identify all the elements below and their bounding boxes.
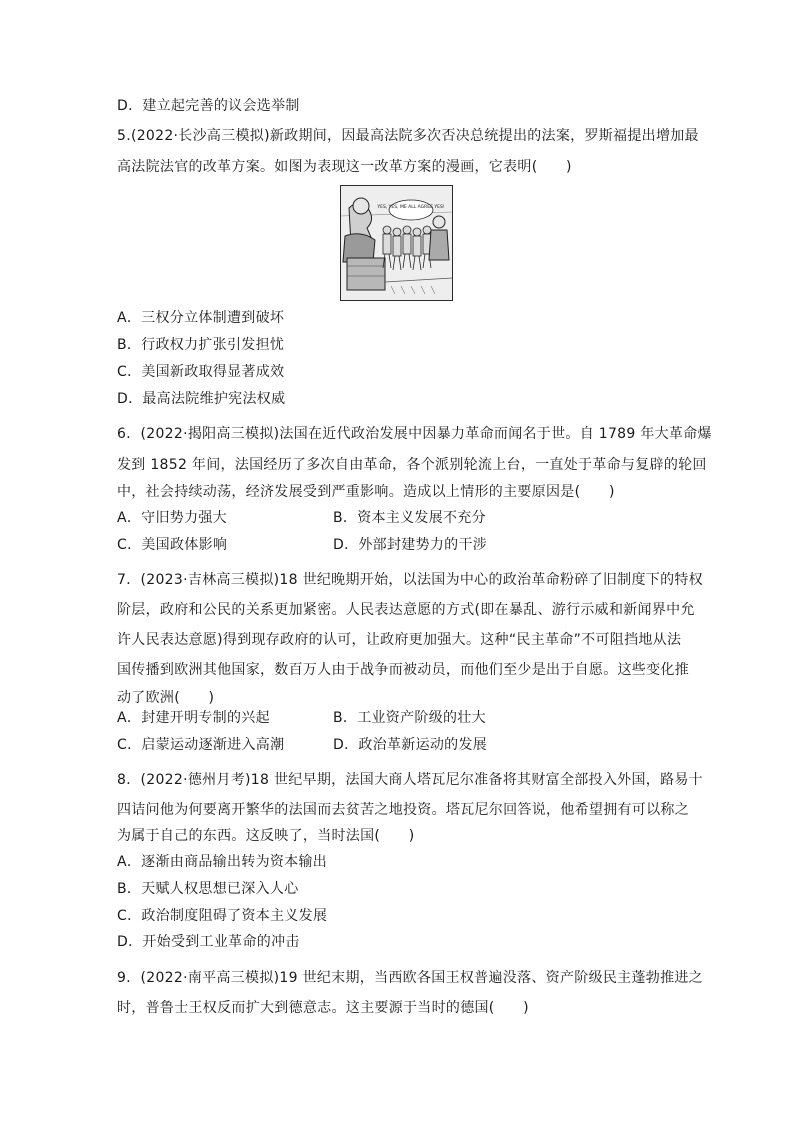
q6-option-a: A．守旧势力强大 bbox=[117, 510, 227, 526]
q5-cartoon-image bbox=[340, 185, 453, 301]
q7-stem-line4: 国传播到欧洲其他国家，数百万人由于战争而被动员，而他们至少是出于自愿。这些变化推 bbox=[117, 662, 689, 678]
q7-stem-line1: 7．(2023·吉林高三模拟)18 世纪晚期开始，以法国为中心的政治革命粉碎了旧制度下的特权 bbox=[117, 572, 703, 588]
q9-stem-line2: 时，普鲁士王权反而扩大到德意志。这主要源于当时的德国( ) bbox=[117, 1000, 529, 1016]
q7-option-c: C．启蒙运动逐渐进入高潮 bbox=[117, 737, 285, 753]
q5-option-c: C．美国新政取得显著成效 bbox=[117, 364, 285, 380]
q5-option-d: D．最高法院维护宪法权威 bbox=[117, 391, 286, 407]
q6-option-c: C．美国政体影响 bbox=[117, 537, 228, 553]
q8-option-d: D．开始受到工业革命的冲击 bbox=[117, 934, 300, 950]
q6-stem-line2: 发到 1852 年间，法国经历了多次自由革命，各个派别轮流上台，一直处于革命与复辟的轮回 bbox=[117, 457, 707, 473]
q7-option-d: D．政治革新运动的发展 bbox=[333, 737, 488, 753]
q5-stem-line2: 高法院法官的改革方案。如图为表现这一改革方案的漫画，它表明( ) bbox=[117, 159, 572, 175]
q8-option-b: B．天赋人权思想已深入人心 bbox=[117, 881, 299, 897]
q8-stem-line1: 8．(2022·德州月考)18 世纪早期，法国大商人塔瓦尼尔准备将其财富全部投入外国，路易十 bbox=[117, 772, 703, 788]
q8-stem-line3: 为属于自己的东西。这反映了，当时法国( ) bbox=[117, 828, 415, 844]
q5-option-a: A．三权分立体制遭到破坏 bbox=[117, 310, 285, 326]
q9-stem-line1: 9．(2022·南平高三模拟)19 世纪末期，当西欧各国王权普遍没落、资产阶级民主蓬勃推进之 bbox=[117, 970, 703, 986]
q7-option-b: B．工业资产阶级的壮大 bbox=[333, 710, 486, 726]
q8-option-a: A．逐渐由商品输出转为资本输出 bbox=[117, 854, 328, 870]
q7-stem-line3: 许人民表达意愿)得到现存政府的认可，让政府更加强大。这种“民主革命”不可阻挡地从法 bbox=[117, 632, 682, 648]
q7-option-a: A．封建开明专制的兴起 bbox=[117, 710, 270, 726]
q7-stem-line5: 动了欧洲( ) bbox=[117, 690, 215, 706]
q6-option-d: D．外部封建势力的干涉 bbox=[333, 537, 488, 553]
q6-stem-line3: 中，社会持续动荡，经济发展受到严重影响。造成以上情形的主要原因是( ) bbox=[117, 484, 615, 500]
q5-stem-line1: 5.(2022·长沙高三模拟)新政期间，因最高法院多次否决总统提出的法案，罗斯福提出增加最 bbox=[117, 128, 699, 144]
q7-stem-line2: 阶层，政府和公民的关系更加紧密。人民表达意愿的方式(即在暴乱、游行示威和新闻界中允 bbox=[117, 602, 695, 618]
q6-option-b: B．资本主义发展不充分 bbox=[333, 510, 486, 526]
q5-option-b: B．行政权力扩张引发担忧 bbox=[117, 337, 285, 353]
q8-option-c: C．政治制度阻碍了资本主义发展 bbox=[117, 908, 328, 924]
cartoon-balloon-text: YES, YES, ME ALL AGREE YES! bbox=[377, 205, 445, 210]
q6-stem-line1: 6．(2022·揭阳高三模拟)法国在近代政治发展中因暴力革命而闻名于世。自 1789 年大革命爆 bbox=[117, 426, 712, 442]
q4-option-d: D．建立起完善的议会选举制 bbox=[117, 98, 300, 114]
q8-stem-line2: 四诘问他为何要离开繁华的法国而去贫苦之地投资。塔瓦尼尔回答说，他希望拥有可以称之 bbox=[117, 802, 689, 818]
